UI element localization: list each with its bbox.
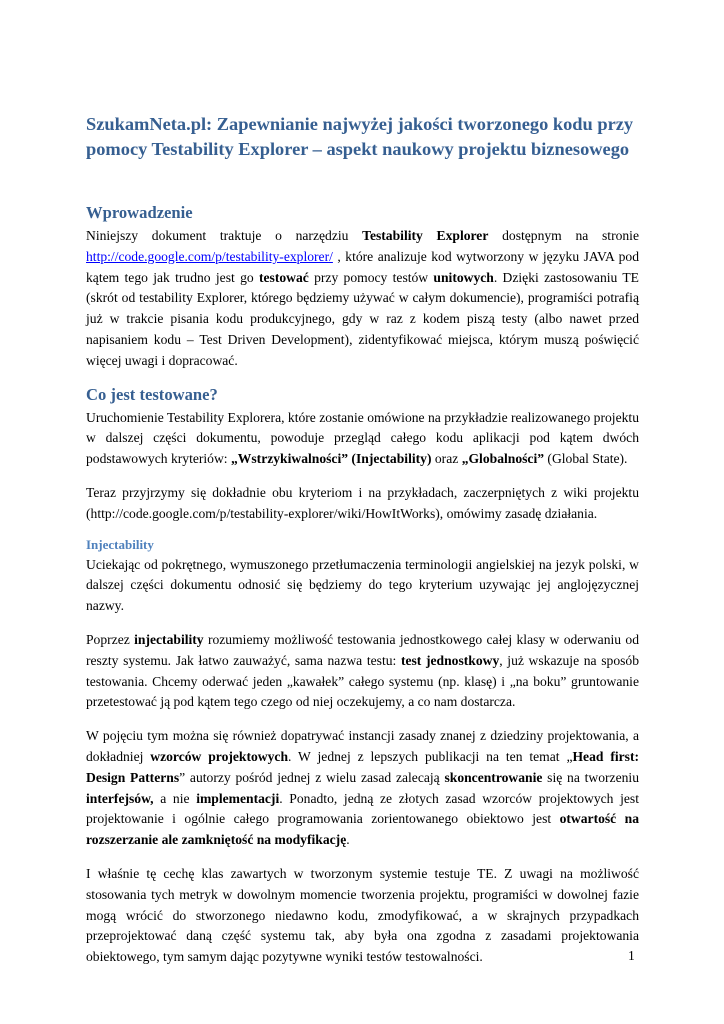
injectability-paragraph-2 <box>86 630 639 713</box>
bold-run: injectability <box>134 631 204 647</box>
bold-run: „Wstrzykiwalności” (Injectability) <box>230 451 432 467</box>
text-run: przy pomocy testów <box>308 269 434 285</box>
text-run: W pojęciu tym można się również dopatrywać instancji zasady znanej z dziedziny projektowania, a dokładniej <box>86 728 639 764</box>
text-run: się na tworzeniu <box>542 769 639 785</box>
bold-run: Head first: Design Patterns <box>86 748 640 785</box>
text-run: oraz <box>431 451 462 467</box>
bold-run: test jednostkowy <box>400 652 500 668</box>
text-run: Niniejszy dokument traktuje o narzędziu <box>86 228 363 243</box>
bold-run: otwartość na rozszerzanie ale zamkniętość na modyfikację <box>86 811 639 848</box>
text-run: . Dzięki zastosowaniu TE (skrót od testability Explorer, którego będziemy używać w całym dokumencie), programiści potrafią już w trakcie pisania kodu produkcyjnego, gdy w raz z kodem piszą testy (albo nawet przed napisaniem kodu – Test Driven Development), zidentyfikować miejsca, którym muszą poświęcić więcej uwagi i dopracować. <box>86 269 639 368</box>
text-run: Poprzez <box>86 631 135 647</box>
page-content <box>86 112 639 981</box>
text-run: dostępnym na stronie <box>488 228 639 243</box>
bold-run: implementacji <box>196 790 280 806</box>
bold-run: Testability Explorer <box>362 228 489 243</box>
text-run: ” autorzy pośród jednej z wielu zasad zalecają <box>179 769 445 785</box>
text-run: Uruchomienie Testability Explorera, które zostanie omówione na przykładzie realizowanego projektu w dalszej części dokumentu, powoduje przegląd całego kodu aplikacji pod kątem dwóch podstawowych kryteriów: <box>86 409 639 467</box>
bold-run: unitowych <box>433 269 494 285</box>
bold-run: interfejsów, <box>86 790 154 806</box>
text-run: rozumiemy możliwość testowania jednostkowego całej klasy w oderwaniu od reszty systemu. Jak łatwo zauważyć, sama nazwa testu: <box>86 631 639 668</box>
heading-wprowadzenie: Wprowadzenie <box>86 203 193 222</box>
bold-run: „Globalności” <box>461 451 545 467</box>
text-run: (Global State). <box>544 451 628 467</box>
tested-paragraph-2: Teraz przyjrzymy się dokładnie obu kryteriom i na przykładach, zaczerpniętych z wiki projektu (http://code.google.com/p/testability-explorer/wiki/HowItWorks), omówimy zasadę działania. <box>86 484 639 521</box>
injectability-paragraph-1: Uciekając od pokrętnego, wymuszonego przetłumaczenia terminologii angielskiej na jezyk polski, w dalszej części dokumentu odnosić się będziemy do tego kryterium uzywając jej anglojęzycznej nazwy. <box>86 556 639 614</box>
injectability-paragraph-3 <box>86 726 639 851</box>
bold-run: testować <box>258 269 309 285</box>
heading-co-jest-testowane: Co jest testowane? <box>86 384 218 404</box>
bold-run: skoncentrowanie <box>444 769 543 785</box>
text-run: . Ponadto, jedną ze złotych zasad wzorców projektowych jest projektowanie i ogólnie całego programowania zorientowanego obiektowo jest <box>86 790 639 827</box>
intro-paragraph <box>86 226 639 372</box>
testability-explorer-link[interactable]: http://code.google.com/p/testability-explorer/ <box>86 248 333 264</box>
text-run: , już wskazuje na sposób testowania. Chcemy oderwać jeden „kawałek” całego systemu (np. klasę) i „na boku” gruntowanie przetestować ją pod kątem tego czego od niej oczekujemy, a co nam dostarcza. <box>86 652 640 710</box>
text-run: a nie <box>153 790 197 806</box>
document-title: SzukamNeta.pl: Zapewnianie najwyżej jakości tworzonego kodu przy pomocy Testability Explorer – aspekt naukowy projektu biznesowego <box>86 114 634 159</box>
bold-run: wzorców projektowych <box>150 748 289 764</box>
tested-paragraph-1 <box>86 408 639 470</box>
heading-injectability: Injectability <box>86 536 154 552</box>
text-run: , które analizuje kod wytworzony w języku JAVA pod kątem tego jak trudno jest go <box>86 248 639 285</box>
injectability-paragraph-4: I właśnie tę cechę klas zawartych w tworzonym systemie testuje TE. Z uwagi na możliwość stosowania tych metryk w dowolnym momencie tworzenia projektu, programiści w dowolnej fazie mogą wrócić do stworzonego niedawno kodu, zmodyfikować, a w skrajnych przypadkach przeprojektować daną część systemu tak, aby była ona zgodna z zasadami projektowania obiektowego, tym samym dając pozytywne wyniki testów testowalności. <box>86 865 639 965</box>
page-number: 1 <box>628 948 635 963</box>
text-run: . W jednej z lepszych publikacji na ten temat „ <box>288 748 573 764</box>
text-run: . <box>346 832 350 848</box>
